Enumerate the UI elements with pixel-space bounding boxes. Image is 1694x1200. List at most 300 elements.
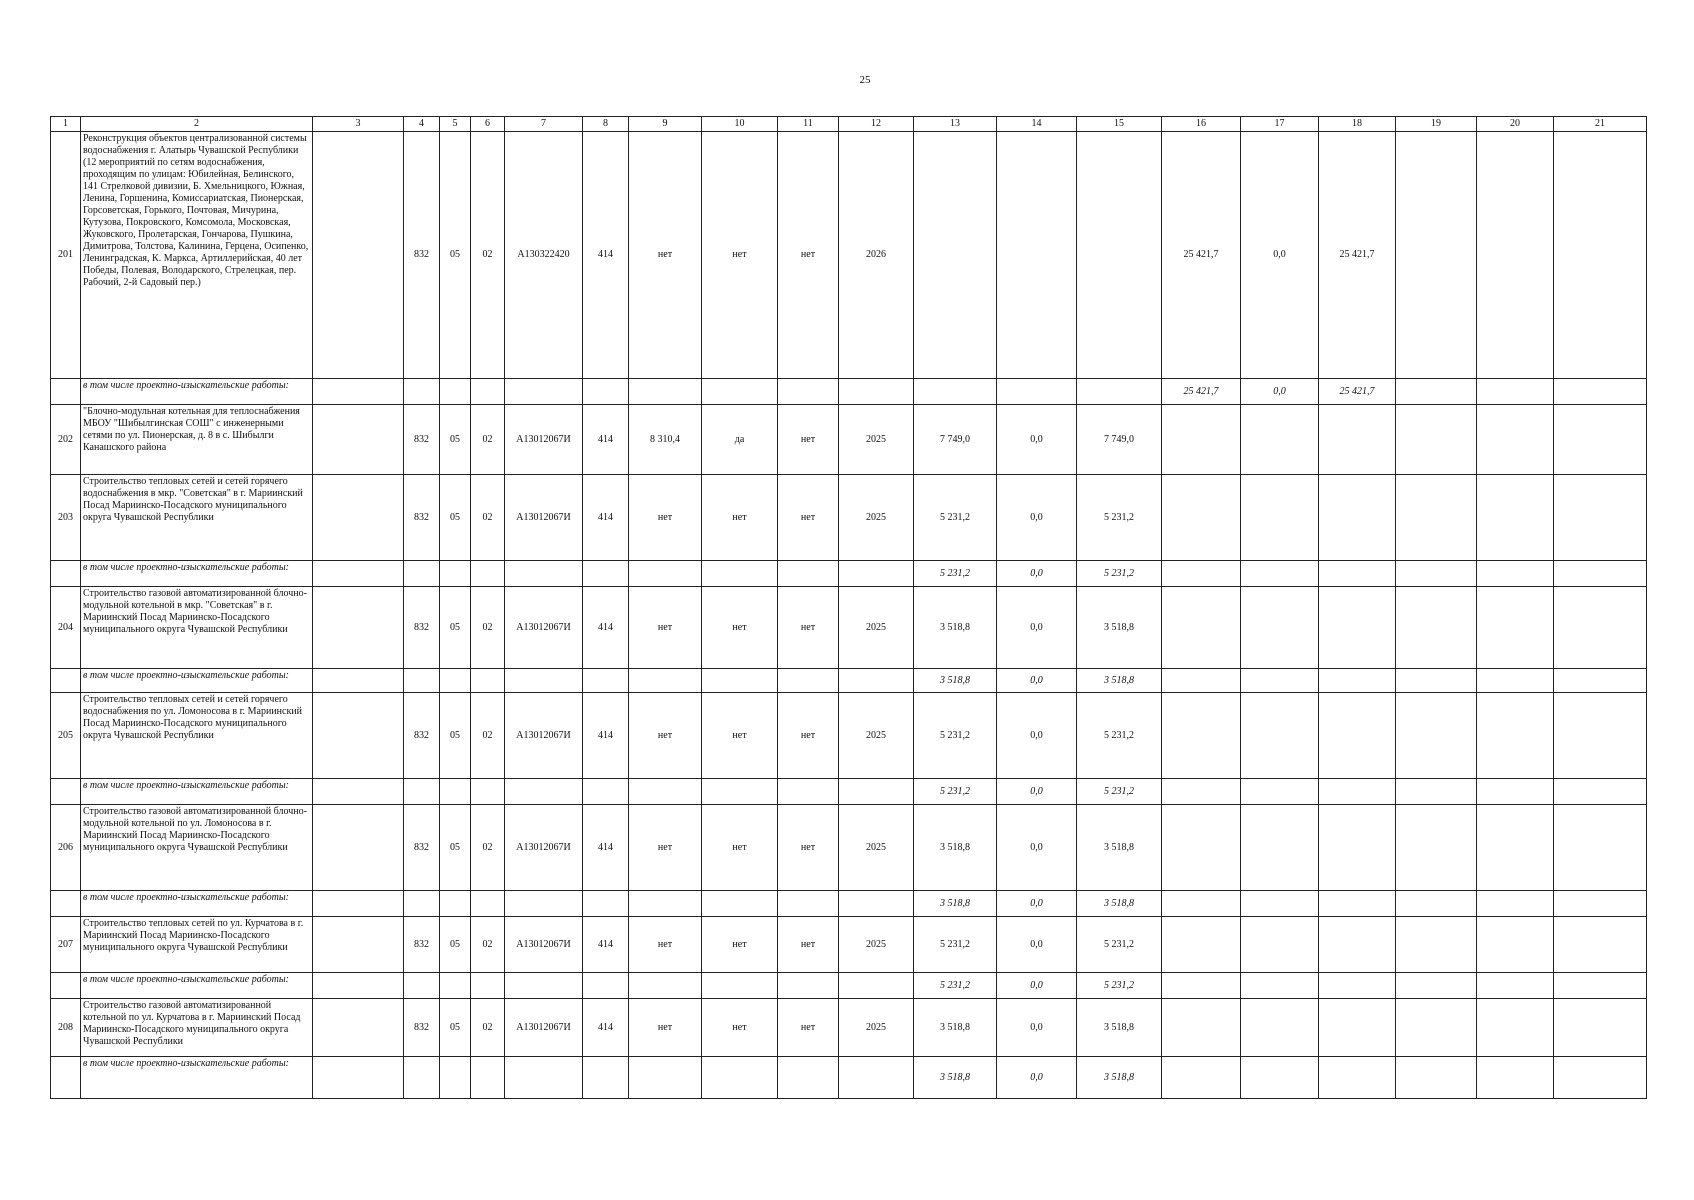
row-number xyxy=(51,561,81,587)
cell-c18 xyxy=(1319,669,1396,693)
cell-c17 xyxy=(1241,561,1319,587)
cell-c15: 3 518,8 xyxy=(1077,669,1162,693)
cell-c3 xyxy=(313,379,404,405)
row-number xyxy=(51,379,81,405)
cell-c17 xyxy=(1241,1057,1319,1099)
cell-c15: 5 231,2 xyxy=(1077,917,1162,973)
header-cell-21: 21 xyxy=(1554,117,1647,132)
cell-c16 xyxy=(1162,1057,1241,1099)
cell-c16 xyxy=(1162,587,1241,669)
cell-c17 xyxy=(1241,805,1319,891)
cell-c10: нет xyxy=(702,693,778,779)
cell-c15: 3 518,8 xyxy=(1077,805,1162,891)
cell-c10: нет xyxy=(702,805,778,891)
cell-c10: да xyxy=(702,405,778,475)
cell-c13: 3 518,8 xyxy=(914,891,997,917)
cell-c21 xyxy=(1554,693,1647,779)
cell-c17 xyxy=(1241,587,1319,669)
header-cell-15: 15 xyxy=(1077,117,1162,132)
cell-c13: 3 518,8 xyxy=(914,805,997,891)
cell-c18 xyxy=(1319,475,1396,561)
cell-c9: нет xyxy=(629,475,702,561)
row-number: 206 xyxy=(51,805,81,891)
header-cell-18: 18 xyxy=(1319,117,1396,132)
subtotal-row xyxy=(51,669,1647,693)
subtotal-row xyxy=(51,379,1647,405)
cell-c11 xyxy=(778,891,839,917)
cell-c6: 02 xyxy=(471,132,505,379)
cell-c10 xyxy=(702,561,778,587)
cell-c3 xyxy=(313,693,404,779)
row-number: 203 xyxy=(51,475,81,561)
cell-c20 xyxy=(1477,1057,1554,1099)
cell-c3 xyxy=(313,917,404,973)
header-cell-7: 7 xyxy=(505,117,583,132)
cell-c14: 0,0 xyxy=(997,999,1077,1057)
cell-c11: нет xyxy=(778,693,839,779)
row-description: Строительство тепловых сетей и сетей горячего водоснабжения в мкр. "Советская" в г. Мариинский Посад Мариинско-Посадского муниципального округа Чувашской Республики xyxy=(81,475,313,561)
row-number xyxy=(51,669,81,693)
row-description: Строительство тепловых сетей и сетей горячего водоснабжения по ул. Ломоносова в г. Мариинский Посад Мариинско-Посадского муниципального округа Чувашской Республики xyxy=(81,693,313,779)
cell-c8 xyxy=(583,561,629,587)
table-row xyxy=(51,693,1647,779)
cell-c15: 3 518,8 xyxy=(1077,1057,1162,1099)
cell-c10 xyxy=(702,973,778,999)
cell-c19 xyxy=(1396,1057,1477,1099)
cell-c19 xyxy=(1396,917,1477,973)
cell-c18 xyxy=(1319,999,1396,1057)
cell-c14: 0,0 xyxy=(997,917,1077,973)
cell-c6 xyxy=(471,561,505,587)
row-description: Реконструкция объектов централизованной системы водоснабжения г. Алатырь Чувашской Республики (12 мероприятий по сетям водоснабжения, проходящим по улицам: Юбилейная, Белинского, 141 Стрелковой дивизии, Б. Хмельницкого, Южная, Ленина, Горшенина, Комиссариатская, Пионерская, Горсоветская, Горького, Почтовая, Мичурина, Кутузова, Покровского, Комсомола, Московская, Жуковского, Пролетарская, Гончарова, Пушкина, Димитрова, Толстова, Калинина, Герцена, Осипенко, Ленинградская, К. Маркса, Артиллерийская, 40 лет Победы, Полевая, Володарского, Стрелецкая, пер. Рабочий, 2-й Садовый пер.) xyxy=(81,132,313,379)
cell-c14: 0,0 xyxy=(997,805,1077,891)
cell-c21 xyxy=(1554,587,1647,669)
cell-c11 xyxy=(778,1057,839,1099)
cell-c13: 5 231,2 xyxy=(914,475,997,561)
cell-c11 xyxy=(778,669,839,693)
cell-c21 xyxy=(1554,917,1647,973)
cell-c5: 05 xyxy=(440,587,471,669)
cell-c6: 02 xyxy=(471,805,505,891)
cell-c7: А13012067И xyxy=(505,405,583,475)
cell-c14: 0,0 xyxy=(997,973,1077,999)
cell-c8 xyxy=(583,973,629,999)
cell-c12: 2026 xyxy=(839,132,914,379)
row-description: Строительство газовой автоматизированной блочно-модульной котельной в мкр. "Советская" в г. Мариинский Посад Мариинско-Посадского муниципального округа Чувашской Республики xyxy=(81,587,313,669)
row-description: Строительство тепловых сетей по ул. Курчатова в г. Мариинский Посад Мариинско-Посадского муниципального округа Чувашской Республики xyxy=(81,917,313,973)
cell-c14: 0,0 xyxy=(997,405,1077,475)
cell-c17 xyxy=(1241,999,1319,1057)
cell-c3 xyxy=(313,779,404,805)
cell-c21 xyxy=(1554,475,1647,561)
cell-c6: 02 xyxy=(471,475,505,561)
cell-c14: 0,0 xyxy=(997,669,1077,693)
cell-c21 xyxy=(1554,1057,1647,1099)
cell-c8: 414 xyxy=(583,917,629,973)
cell-c8: 414 xyxy=(583,132,629,379)
cell-c21 xyxy=(1554,669,1647,693)
cell-c17: 0,0 xyxy=(1241,379,1319,405)
header-cell-6: 6 xyxy=(471,117,505,132)
cell-c7 xyxy=(505,891,583,917)
cell-c8: 414 xyxy=(583,999,629,1057)
cell-c15: 5 231,2 xyxy=(1077,693,1162,779)
cell-c4: 832 xyxy=(404,693,440,779)
row-number: 207 xyxy=(51,917,81,973)
cell-c4 xyxy=(404,891,440,917)
cell-c5 xyxy=(440,561,471,587)
cell-c16 xyxy=(1162,693,1241,779)
cell-c16 xyxy=(1162,561,1241,587)
cell-c15: 5 231,2 xyxy=(1077,779,1162,805)
cell-c18 xyxy=(1319,561,1396,587)
cell-c21 xyxy=(1554,561,1647,587)
subtotal-row xyxy=(51,973,1647,999)
row-number: 208 xyxy=(51,999,81,1057)
cell-c18: 25 421,7 xyxy=(1319,379,1396,405)
cell-c21 xyxy=(1554,973,1647,999)
cell-c20 xyxy=(1477,973,1554,999)
cell-c8: 414 xyxy=(583,805,629,891)
cell-c12 xyxy=(839,1057,914,1099)
cell-c3 xyxy=(313,475,404,561)
cell-c14 xyxy=(997,379,1077,405)
cell-c17 xyxy=(1241,779,1319,805)
cell-c7: А13012067И xyxy=(505,587,583,669)
cell-c18 xyxy=(1319,693,1396,779)
cell-c7 xyxy=(505,379,583,405)
header-cell-20: 20 xyxy=(1477,117,1554,132)
cell-c18 xyxy=(1319,587,1396,669)
cell-c13: 5 231,2 xyxy=(914,973,997,999)
header-cell-4: 4 xyxy=(404,117,440,132)
cell-c20 xyxy=(1477,132,1554,379)
cell-c11: нет xyxy=(778,405,839,475)
cell-c6 xyxy=(471,891,505,917)
cell-c15 xyxy=(1077,379,1162,405)
header-row xyxy=(51,117,1647,132)
cell-c16 xyxy=(1162,779,1241,805)
cell-c20 xyxy=(1477,779,1554,805)
row-description: в том числе проектно-изыскательские работы: xyxy=(81,891,313,917)
cell-c10 xyxy=(702,779,778,805)
cell-c4 xyxy=(404,973,440,999)
cell-c20 xyxy=(1477,805,1554,891)
cell-c13: 3 518,8 xyxy=(914,669,997,693)
subtotal-row xyxy=(51,561,1647,587)
cell-c8: 414 xyxy=(583,587,629,669)
header-cell-14: 14 xyxy=(997,117,1077,132)
cell-c12 xyxy=(839,669,914,693)
cell-c5: 05 xyxy=(440,132,471,379)
cell-c11 xyxy=(778,779,839,805)
cell-c3 xyxy=(313,132,404,379)
cell-c16 xyxy=(1162,917,1241,973)
row-number xyxy=(51,891,81,917)
cell-c10 xyxy=(702,669,778,693)
cell-c5 xyxy=(440,891,471,917)
cell-c10: нет xyxy=(702,132,778,379)
cell-c4 xyxy=(404,669,440,693)
header-cell-2: 2 xyxy=(81,117,313,132)
cell-c17 xyxy=(1241,405,1319,475)
table-row xyxy=(51,132,1647,379)
cell-c13: 5 231,2 xyxy=(914,693,997,779)
cell-c4: 832 xyxy=(404,475,440,561)
cell-c13 xyxy=(914,132,997,379)
cell-c3 xyxy=(313,973,404,999)
cell-c7 xyxy=(505,973,583,999)
cell-c15 xyxy=(1077,132,1162,379)
cell-c8: 414 xyxy=(583,475,629,561)
cell-c19 xyxy=(1396,693,1477,779)
table-row xyxy=(51,805,1647,891)
cell-c5 xyxy=(440,669,471,693)
cell-c18 xyxy=(1319,805,1396,891)
cell-c19 xyxy=(1396,779,1477,805)
cell-c6: 02 xyxy=(471,693,505,779)
cell-c16 xyxy=(1162,669,1241,693)
cell-c3 xyxy=(313,405,404,475)
cell-c12 xyxy=(839,779,914,805)
cell-c16: 25 421,7 xyxy=(1162,379,1241,405)
row-description: в том числе проектно-изыскательские работы: xyxy=(81,669,313,693)
cell-c9: нет xyxy=(629,693,702,779)
cell-c3 xyxy=(313,561,404,587)
cell-c15: 3 518,8 xyxy=(1077,999,1162,1057)
cell-c15: 7 749,0 xyxy=(1077,405,1162,475)
row-description: в том числе проектно-изыскательские работы: xyxy=(81,973,313,999)
cell-c4: 832 xyxy=(404,132,440,379)
row-number xyxy=(51,779,81,805)
cell-c9 xyxy=(629,379,702,405)
cell-c13: 7 749,0 xyxy=(914,405,997,475)
cell-c20 xyxy=(1477,917,1554,973)
row-description: в том числе проектно-изыскательские работы: xyxy=(81,779,313,805)
cell-c13: 3 518,8 xyxy=(914,1057,997,1099)
cell-c19 xyxy=(1396,891,1477,917)
cell-c12: 2025 xyxy=(839,805,914,891)
cell-c8 xyxy=(583,779,629,805)
cell-c20 xyxy=(1477,693,1554,779)
cell-c5: 05 xyxy=(440,805,471,891)
cell-c6 xyxy=(471,973,505,999)
cell-c7: А13012067И xyxy=(505,917,583,973)
cell-c20 xyxy=(1477,999,1554,1057)
cell-c8 xyxy=(583,891,629,917)
cell-c12 xyxy=(839,973,914,999)
row-number xyxy=(51,1057,81,1099)
row-description: в том числе проектно-изыскательские работы: xyxy=(81,1057,313,1099)
cell-c12 xyxy=(839,891,914,917)
cell-c7 xyxy=(505,669,583,693)
row-number: 201 xyxy=(51,132,81,379)
cell-c18 xyxy=(1319,779,1396,805)
cell-c20 xyxy=(1477,587,1554,669)
cell-c17 xyxy=(1241,475,1319,561)
cell-c12 xyxy=(839,379,914,405)
cell-c6 xyxy=(471,1057,505,1099)
cell-c10: нет xyxy=(702,475,778,561)
cell-c20 xyxy=(1477,891,1554,917)
table-row xyxy=(51,475,1647,561)
header-cell-16: 16 xyxy=(1162,117,1241,132)
cell-c11: нет xyxy=(778,917,839,973)
cell-c4 xyxy=(404,779,440,805)
cell-c11: нет xyxy=(778,132,839,379)
cell-c11: нет xyxy=(778,587,839,669)
cell-c7 xyxy=(505,1057,583,1099)
cell-c15: 3 518,8 xyxy=(1077,891,1162,917)
cell-c9: нет xyxy=(629,999,702,1057)
cell-c19 xyxy=(1396,973,1477,999)
table-row xyxy=(51,405,1647,475)
cell-c20 xyxy=(1477,405,1554,475)
cell-c17 xyxy=(1241,917,1319,973)
cell-c3 xyxy=(313,891,404,917)
header-cell-3: 3 xyxy=(313,117,404,132)
cell-c5: 05 xyxy=(440,693,471,779)
cell-c4 xyxy=(404,379,440,405)
cell-c4: 832 xyxy=(404,405,440,475)
cell-c5 xyxy=(440,973,471,999)
cell-c8 xyxy=(583,379,629,405)
cell-c15: 5 231,2 xyxy=(1077,973,1162,999)
cell-c9: нет xyxy=(629,587,702,669)
cell-c9: 8 310,4 xyxy=(629,405,702,475)
row-number: 202 xyxy=(51,405,81,475)
cell-c8: 414 xyxy=(583,405,629,475)
cell-c14 xyxy=(997,132,1077,379)
cell-c18 xyxy=(1319,917,1396,973)
cell-c16 xyxy=(1162,805,1241,891)
cell-c3 xyxy=(313,587,404,669)
cell-c11: нет xyxy=(778,999,839,1057)
cell-c9 xyxy=(629,891,702,917)
cell-c9 xyxy=(629,669,702,693)
cell-c5: 05 xyxy=(440,405,471,475)
cell-c6 xyxy=(471,379,505,405)
cell-c16 xyxy=(1162,475,1241,561)
cell-c13: 5 231,2 xyxy=(914,561,997,587)
cell-c20 xyxy=(1477,669,1554,693)
cell-c17 xyxy=(1241,669,1319,693)
cell-c13: 5 231,2 xyxy=(914,917,997,973)
cell-c13 xyxy=(914,379,997,405)
cell-c21 xyxy=(1554,779,1647,805)
cell-c18 xyxy=(1319,973,1396,999)
cell-c19 xyxy=(1396,379,1477,405)
header-cell-17: 17 xyxy=(1241,117,1319,132)
cell-c19 xyxy=(1396,475,1477,561)
cell-c20 xyxy=(1477,561,1554,587)
cell-c7: А13012067И xyxy=(505,805,583,891)
cell-c6: 02 xyxy=(471,587,505,669)
cell-c14: 0,0 xyxy=(997,587,1077,669)
header-cell-9: 9 xyxy=(629,117,702,132)
cell-c7: А130322420 xyxy=(505,132,583,379)
row-number: 205 xyxy=(51,693,81,779)
cell-c4: 832 xyxy=(404,917,440,973)
cell-c14: 0,0 xyxy=(997,561,1077,587)
row-number xyxy=(51,973,81,999)
cell-c12: 2025 xyxy=(839,999,914,1057)
cell-c3 xyxy=(313,999,404,1057)
cell-c4: 832 xyxy=(404,587,440,669)
cell-c3 xyxy=(313,669,404,693)
cell-c10 xyxy=(702,891,778,917)
subtotal-row xyxy=(51,779,1647,805)
cell-c4: 832 xyxy=(404,999,440,1057)
cell-c16 xyxy=(1162,891,1241,917)
cell-c8 xyxy=(583,669,629,693)
table-row xyxy=(51,999,1647,1057)
cell-c15: 5 231,2 xyxy=(1077,561,1162,587)
cell-c9 xyxy=(629,973,702,999)
cell-c16: 25 421,7 xyxy=(1162,132,1241,379)
cell-c13: 3 518,8 xyxy=(914,999,997,1057)
cell-c12: 2025 xyxy=(839,475,914,561)
cell-c6: 02 xyxy=(471,999,505,1057)
cell-c11 xyxy=(778,379,839,405)
cell-c20 xyxy=(1477,379,1554,405)
cell-c19 xyxy=(1396,561,1477,587)
cell-c15: 5 231,2 xyxy=(1077,475,1162,561)
header-cell-5: 5 xyxy=(440,117,471,132)
cell-c10: нет xyxy=(702,999,778,1057)
cell-c7: А13012067И xyxy=(505,475,583,561)
table-body xyxy=(51,117,1647,1099)
cell-c15: 3 518,8 xyxy=(1077,587,1162,669)
cell-c12: 2025 xyxy=(839,587,914,669)
cell-c13: 3 518,8 xyxy=(914,587,997,669)
cell-c11: нет xyxy=(778,805,839,891)
cell-c6 xyxy=(471,669,505,693)
row-description: в том числе проектно-изыскательские работы: xyxy=(81,379,313,405)
cell-c16 xyxy=(1162,999,1241,1057)
cell-c18 xyxy=(1319,1057,1396,1099)
row-description: Строительство газовой автоматизированной котельной по ул. Курчатова в г. Мариинский Посад Мариинско-Посадского муниципального округа Чувашской Республики xyxy=(81,999,313,1057)
cell-c21 xyxy=(1554,132,1647,379)
cell-c12: 2025 xyxy=(839,693,914,779)
cell-c8 xyxy=(583,1057,629,1099)
table-row xyxy=(51,917,1647,973)
cell-c6 xyxy=(471,779,505,805)
row-description: в том числе проектно-изыскательские работы: xyxy=(81,561,313,587)
cell-c4: 832 xyxy=(404,805,440,891)
cell-c16 xyxy=(1162,973,1241,999)
cell-c7: А13012067И xyxy=(505,693,583,779)
row-number: 204 xyxy=(51,587,81,669)
cell-c19 xyxy=(1396,132,1477,379)
row-description: "Блочно-модульная котельная для теплоснабжения МБОУ "Шибылгинская СОШ" с инженерными сетями по ул. Пионерская, д. 8 в с. Шибылги Канашского района xyxy=(81,405,313,475)
program-table xyxy=(50,116,1647,1099)
cell-c3 xyxy=(313,1057,404,1099)
cell-c19 xyxy=(1396,999,1477,1057)
cell-c5 xyxy=(440,779,471,805)
cell-c17 xyxy=(1241,891,1319,917)
subtotal-row xyxy=(51,891,1647,917)
cell-c21 xyxy=(1554,379,1647,405)
cell-c4 xyxy=(404,1057,440,1099)
cell-c10 xyxy=(702,379,778,405)
cell-c17 xyxy=(1241,973,1319,999)
header-cell-13: 13 xyxy=(914,117,997,132)
cell-c5: 05 xyxy=(440,917,471,973)
cell-c9 xyxy=(629,1057,702,1099)
cell-c12: 2025 xyxy=(839,405,914,475)
cell-c3 xyxy=(313,805,404,891)
